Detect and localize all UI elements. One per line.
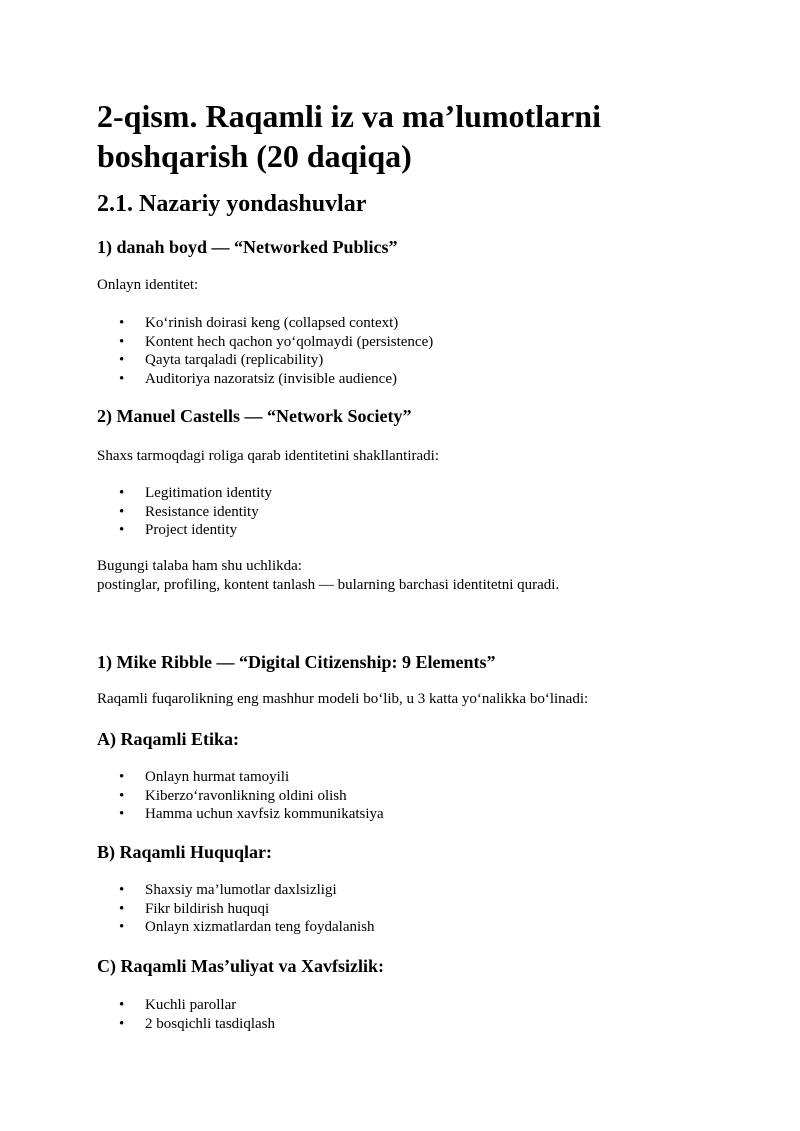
castells-outro-line1: Bugungi talaba ham shu uchlikda:: [97, 558, 302, 574]
castells-heading: 2) Manuel Castells — “Network Society”: [97, 406, 412, 426]
responsibility-list: [97, 996, 275, 1033]
list-item: • 2 bosqichli tasdiqlash: [97, 1015, 275, 1034]
list-item: • Legitimation identity: [97, 484, 272, 503]
boyd-intro: Onlayn identitet:: [97, 277, 199, 293]
ethics-heading: A) Raqamli Etika:: [97, 729, 240, 749]
list-item: • Kiberzoʻravonlikning oldini olish: [97, 787, 384, 806]
list-item: • Shaxsiy ma’lumotlar daxlsizligi: [97, 881, 375, 900]
ribble-heading: 1) Mike Ribble — “Digital Citizenship: 9 Elements”: [97, 652, 496, 672]
boyd-list: [97, 314, 433, 388]
castells-outro-line2: postinglar, profiling, kontent tanlash — bularning barchasi identitetni quradi.: [97, 577, 560, 593]
list-item: • Auditoriya nazoratsiz (invisible audience): [97, 370, 433, 389]
responsibility-heading: C) Raqamli Mas’uliyat va Xavfsizlik:: [97, 956, 384, 976]
list-item: • Kuchli parollar: [97, 996, 275, 1015]
list-item: • Kontent hech qachon yoʻqolmaydi (persistence): [97, 333, 433, 352]
list-item: • Onlayn hurmat tamoyili: [97, 768, 384, 787]
list-item: • Koʻrinish doirasi keng (collapsed context): [97, 314, 433, 333]
boyd-heading: 1) danah boyd — “Networked Publics”: [97, 237, 398, 257]
list-item: • Fikr bildirish huquqi: [97, 900, 375, 919]
list-item: • Hamma uchun xavfsiz kommunikatsiya: [97, 805, 384, 824]
list-item: • Project identity: [97, 521, 272, 540]
ribble-intro: Raqamli fuqarolikning eng mashhur modeli boʻlib, u 3 katta yoʻnalikka boʻlinadi:: [97, 691, 589, 707]
list-item: • Qayta tarqaladi (replicability): [97, 351, 433, 370]
castells-intro: Shaxs tarmoqdagi roliga qarab identitetini shakllantiradi:: [97, 448, 439, 464]
section-title: 2.1. Nazariy yondashuvlar: [97, 191, 367, 217]
ethics-list: [97, 768, 384, 824]
rights-heading: B) Raqamli Huquqlar:: [97, 842, 273, 862]
page-title: 2-qism. Raqamli iz va ma’lumotlarni boshqarish (20 daqiqa): [97, 98, 601, 174]
rights-list: [97, 881, 375, 937]
castells-list: [97, 484, 272, 540]
document-page: [97, 96, 737, 1032]
list-item: • Onlayn xizmatlardan teng foydalanish: [97, 918, 375, 937]
list-item: • Resistance identity: [97, 503, 272, 522]
